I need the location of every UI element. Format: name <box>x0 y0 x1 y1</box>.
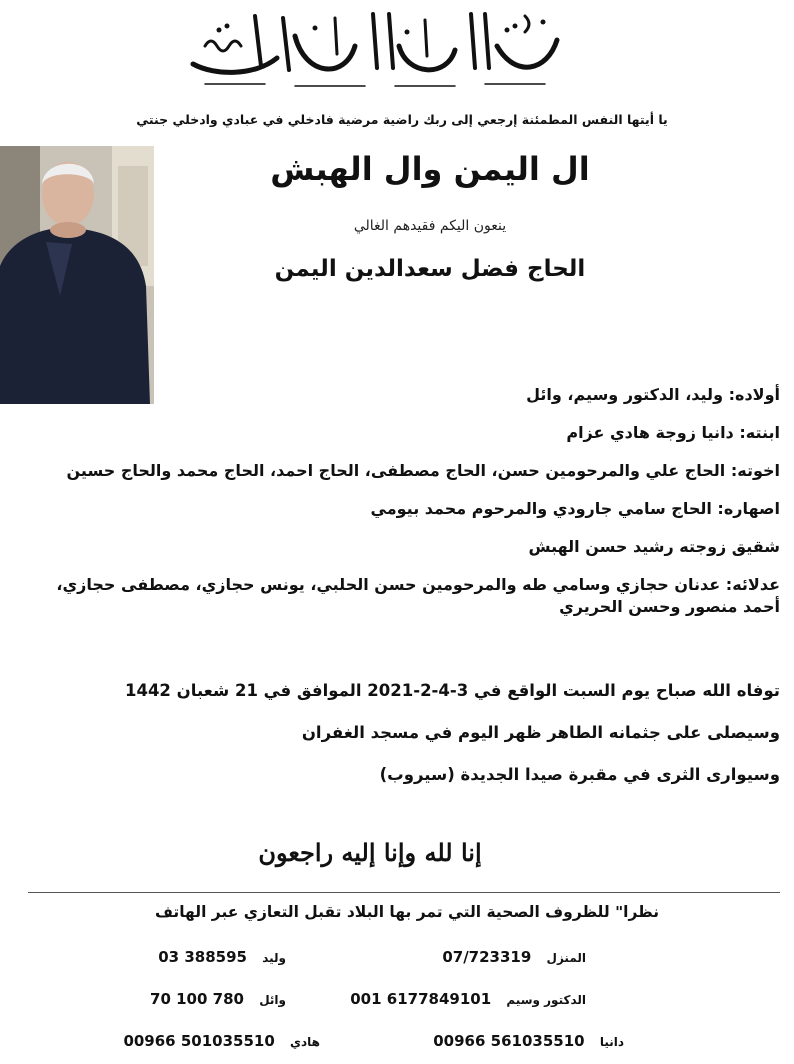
contact-walid-name: وليد <box>262 951 286 965</box>
relatives-brothers-in-law-label: عدلائه: <box>725 575 780 594</box>
relatives-wife-brother-text: شقيق زوجته رشيد حسن الهبش <box>528 537 780 556</box>
contact-walid <box>158 948 286 966</box>
contact-dr-wassim-number: 001 6177849101 <box>350 990 492 1008</box>
relatives-brothers-text: الحاج علي والمرحومين حسن، الحاج مصطفى، الحاج احمد، الحاج محمد والحاج حسين <box>66 461 726 480</box>
relatives-brothers-in-law-text: عدنان حجازي وسامي طه والمرحومين حسن الحلبي، يونس حجازي، مصطفى حجازي، أحمد منصور وحسن الحريري <box>56 575 780 616</box>
contact-wael <box>150 990 286 1008</box>
relatives-daughter-label: ابنته: <box>739 423 780 442</box>
contact-wael-name: وائل <box>259 993 286 1007</box>
contact-home-number: 07/723319 <box>442 948 532 966</box>
contact-home-name: المنزل <box>546 951 586 965</box>
service-details <box>30 680 780 806</box>
family-title: ال اليمن وال الهبش <box>270 150 590 188</box>
contact-hadi-number: 00966 501035510 <box>123 1032 275 1050</box>
deceased-name: الحاج فضل سعدالدين اليمن <box>274 256 586 282</box>
contact-home <box>442 948 586 966</box>
announcement: ينعون اليكم فقيدهم الغالي <box>353 218 507 234</box>
contact-dania-name: دانيا <box>599 1035 624 1049</box>
relatives-daughter <box>30 422 780 444</box>
relatives-sons-label: أولاده: <box>728 385 780 404</box>
relatives-inlaws <box>30 498 780 520</box>
divider <box>28 892 780 893</box>
relatives-brothers-in-law <box>30 574 780 618</box>
relatives-daughter-text: دانيا زوجة هادي عزام <box>566 423 734 442</box>
relatives-brothers <box>30 460 780 482</box>
condolence-notice: نظرا" للظروف الصحية التي تمر بها البلاد تقبل التعازي عبر الهاتف <box>154 903 660 921</box>
relatives-inlaws-text: الحاج سامي جارودي والمرحوم محمد بيومي <box>370 499 712 518</box>
relatives-inlaws-label: اصهاره: <box>717 499 780 518</box>
contact-dania-number: 00966 561035510 <box>433 1032 585 1050</box>
closing-verse: إنا لله وإنا إليه راجعون <box>258 838 482 867</box>
death-date-line: توفاه الله صباح يوم السبت الواقع في 3-4-2-2021 الموافق في 21 شعبان 1442 <box>124 681 780 700</box>
contact-dania <box>433 1032 624 1050</box>
relatives-brothers-label: اخوته: <box>730 461 780 480</box>
contact-hadi-name: هادي <box>290 1035 320 1049</box>
contact-wael-number: 70 100 780 <box>150 990 244 1008</box>
relatives-sons <box>30 384 780 406</box>
contact-hadi <box>123 1032 320 1050</box>
contact-walid-number: 03 388595 <box>158 948 247 966</box>
deceased-photo <box>0 146 154 404</box>
burial-line: وسيوارى الثرى في مقبرة صيدا الجديدة (سيروب) <box>379 765 780 784</box>
relatives-list <box>30 384 780 634</box>
contact-dr-wassim-name: الدكتور وسيم <box>506 993 586 1007</box>
contact-dr-wassim <box>350 990 586 1008</box>
quran-verse: يا أيتها النفس المطمئنة إرجعي إلى ربك راضية مرضية فادخلي في عبادي وادخلي جنتي <box>136 112 668 127</box>
prayer-line: وسيصلى على جثمانه الطاهر ظهر اليوم في مسجد الغفران <box>301 723 780 742</box>
relatives-wife-brother <box>30 536 780 558</box>
relatives-sons-text: وليد، الدكتور وسيم، وائل <box>526 385 724 404</box>
header-calligraphy <box>185 6 565 90</box>
